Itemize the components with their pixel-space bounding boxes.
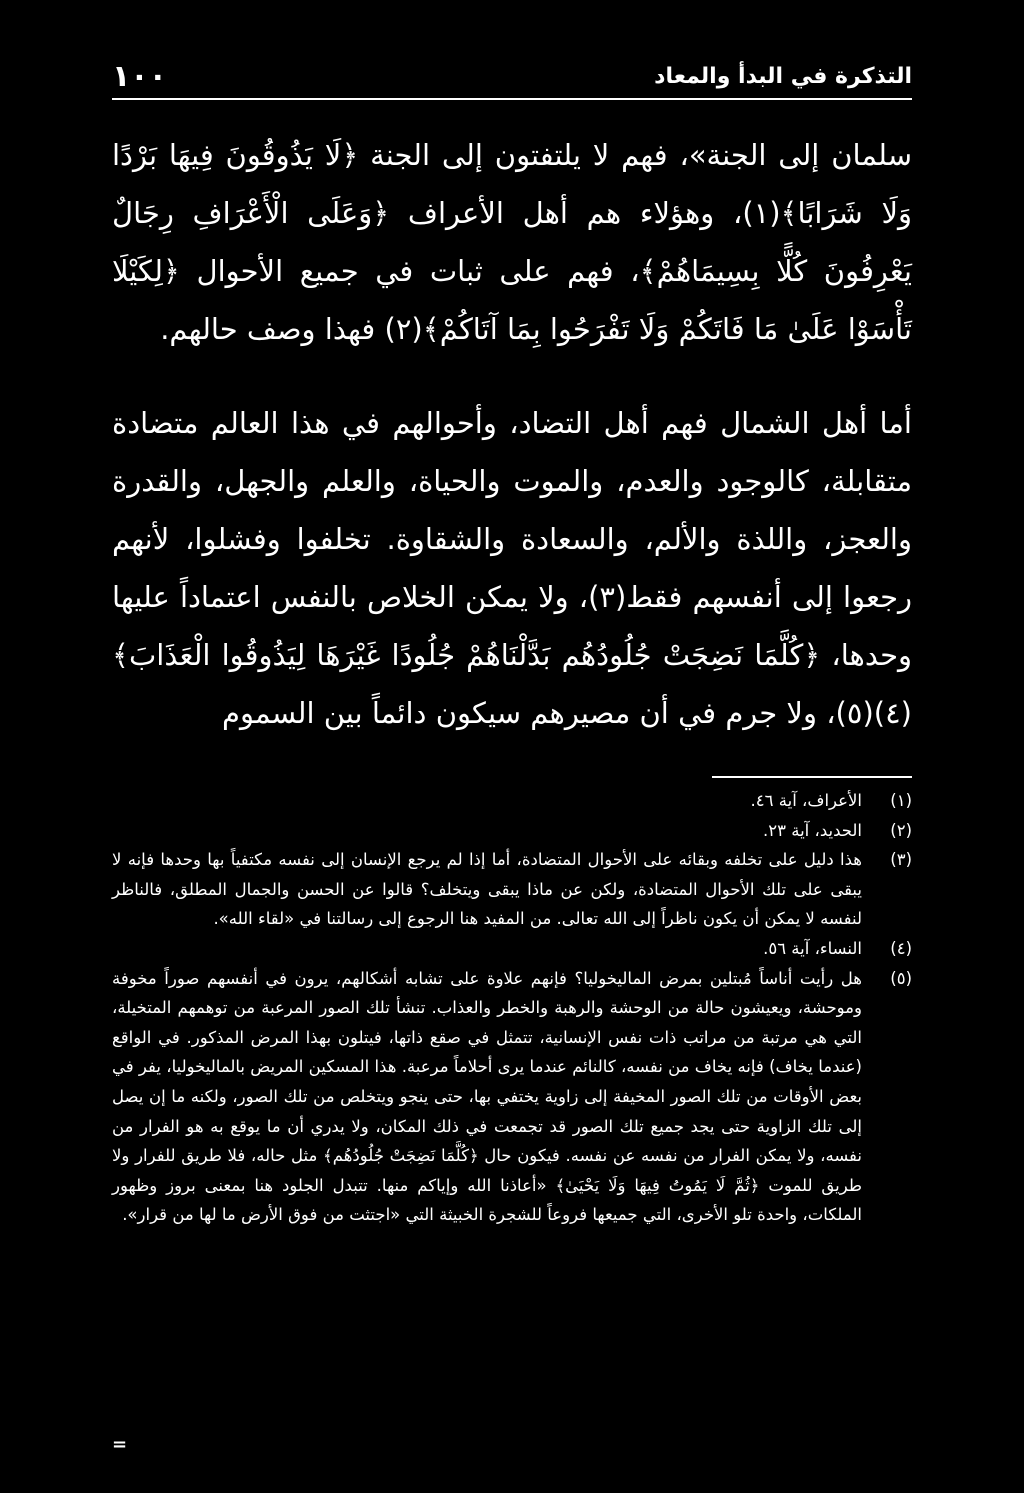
footnote-1 xyxy=(112,786,912,816)
footnote-2 xyxy=(112,816,912,846)
footnote-number: (١) xyxy=(890,791,912,810)
footnote-text: الأعراف، آية ٤٦. xyxy=(750,791,862,810)
footnote-4 xyxy=(112,934,912,964)
continuation-mark: = xyxy=(112,1434,128,1455)
footnote-text: هل رأيت أناساً مُبتلين بمرض الماليخوليا؟ فإنهم علاوة على تشابه أشكالهم، يرون في أنفسهم صوراً مخوفة وموحشة، ويعيشون حالة من الوحشة والرهبة والخطر والعذاب. تنشأ تلك الصور المرعبة من توهمهم المتخيلة، التي هي مرتبة من مراتب ذات نفس الإنسانية، تتمثل في صقع ذاتها، فيتلون بهذا المرض المذكور. في الواقع (عندما يخاف) فإنه يخاف من نفسه، كالنائم عندما يرى أحلاماً مرعبة. هذا المسكين المريض بالماليخوليا، يفر في بعض الأوقات من تلك الصور المخيفة إلى زاوية يختفي بها، حتى ينجو ويتخلص من تلك الصور، ولكنه ما إن يصل إلى تلك الزاوية حتى يجد جميع تلك الصور قد تجمعت في ذلك المكان، ولا يدري أن ما يوقع به هو الفرار من نفسه، ولا يمكن الفرار من نفسه عن نفسه. فيكون حال ﴿كُلَّمَا نَضِجَتْ جُلُودُهُم﴾ مثل حاله، فلا طريق للفرار ولا طريق للموت ﴿ثُمَّ لَا يَمُوتُ فِيهَا وَلَا يَحْيَىٰ﴾ «أعاذنا الله وإياكم منها. تتبدل الجلود هنا بمعنى بروز وظهور الملكات، واحدة تلو الأخرى، التي جميعها فروعاً للشجرة الخبيثة التي «اجتثت من فوق الأرض ما لها من قرار». xyxy=(112,968,862,1225)
footnotes xyxy=(112,786,912,1230)
footnote-separator xyxy=(712,776,912,778)
footnote-number: (٣) xyxy=(890,850,912,870)
paragraph-2: أما أهل الشمال فهم أهل التضاد، وأحوالهم في هذا العالم متضادة متقابلة، كالوجود والعدم، والموت والحياة، والعلم والجهل، والقدرة والعجز، واللذة والألم، والسعادة والشقاوة. تخلفوا وفشلوا، لأنهم رجعوا إلى أنفسهم فقط(٣)، ولا يمكن الخلاص بالنفس اعتماداً عليها وحدها، ﴿كُلَّمَا نَضِجَتْ جُلُودُهُم بَدَّلْنَاهُمْ جُلُودًا غَيْرَهَا لِيَذُوقُوا الْعَذَابَ﴾(٤)(٥)، ولا جرم في أن مصيرهم سيكون دائماً بين السموم xyxy=(112,406,912,730)
running-header xyxy=(112,56,912,96)
footnote-text: الحديد، آية ٢٣. xyxy=(763,820,862,840)
page-number: ١٠٠ xyxy=(112,58,167,94)
header-rule xyxy=(112,98,912,100)
footnote-3 xyxy=(112,845,912,934)
footnote-5 xyxy=(112,964,912,1230)
footnote-number: (٤) xyxy=(890,938,912,958)
footnote-number: (٢) xyxy=(890,820,912,840)
footnote-number: (٥) xyxy=(890,968,912,988)
paragraph-1: سلمان إلى الجنة»، فهم لا يلتفتون إلى الجنة ﴿لَا يَذُوقُونَ فِيهَا بَرْدًا وَلَا شَرَابًا﴾(١)، وهؤلاء هم أهل الأعراف ﴿وَعَلَى الْأَعْرَافِ رِجَالٌ يَعْرِفُونَ كُلًّا بِسِيمَاهُمْ﴾، فهم على ثبات في جميع الأحوال ﴿لِكَيْلَا تَأْسَوْا عَلَىٰ مَا فَاتَكُمْ وَلَا تَفْرَحُوا بِمَا آتَاكُمْ﴾(٢) فهذا وصف حالهم. xyxy=(112,138,912,346)
main-text xyxy=(112,126,912,742)
footnote-text: النساء، آية ٥٦. xyxy=(763,938,862,958)
book-title: التذكرة في البدأ والمعاد xyxy=(654,63,912,89)
footnote-text: هذا دليل على تخلفه وبقائه على الأحوال المتضادة، أما إذا لم يرجع الإنسان إلى نفسه مكتفياً بها وحدها فإنه لا يبقى على تلك الأحوال المتضادة، ولكن عن ماذا يبقى ويتخلف؟ قالوا عن الحسن والجمال المطلق، فالناظر لنفسه لا يمكن أن يكون ناظراً إلى الله تعالى. من المفيد هنا الرجوع إلى رسالتنا في «لقاء الله». xyxy=(112,850,862,929)
